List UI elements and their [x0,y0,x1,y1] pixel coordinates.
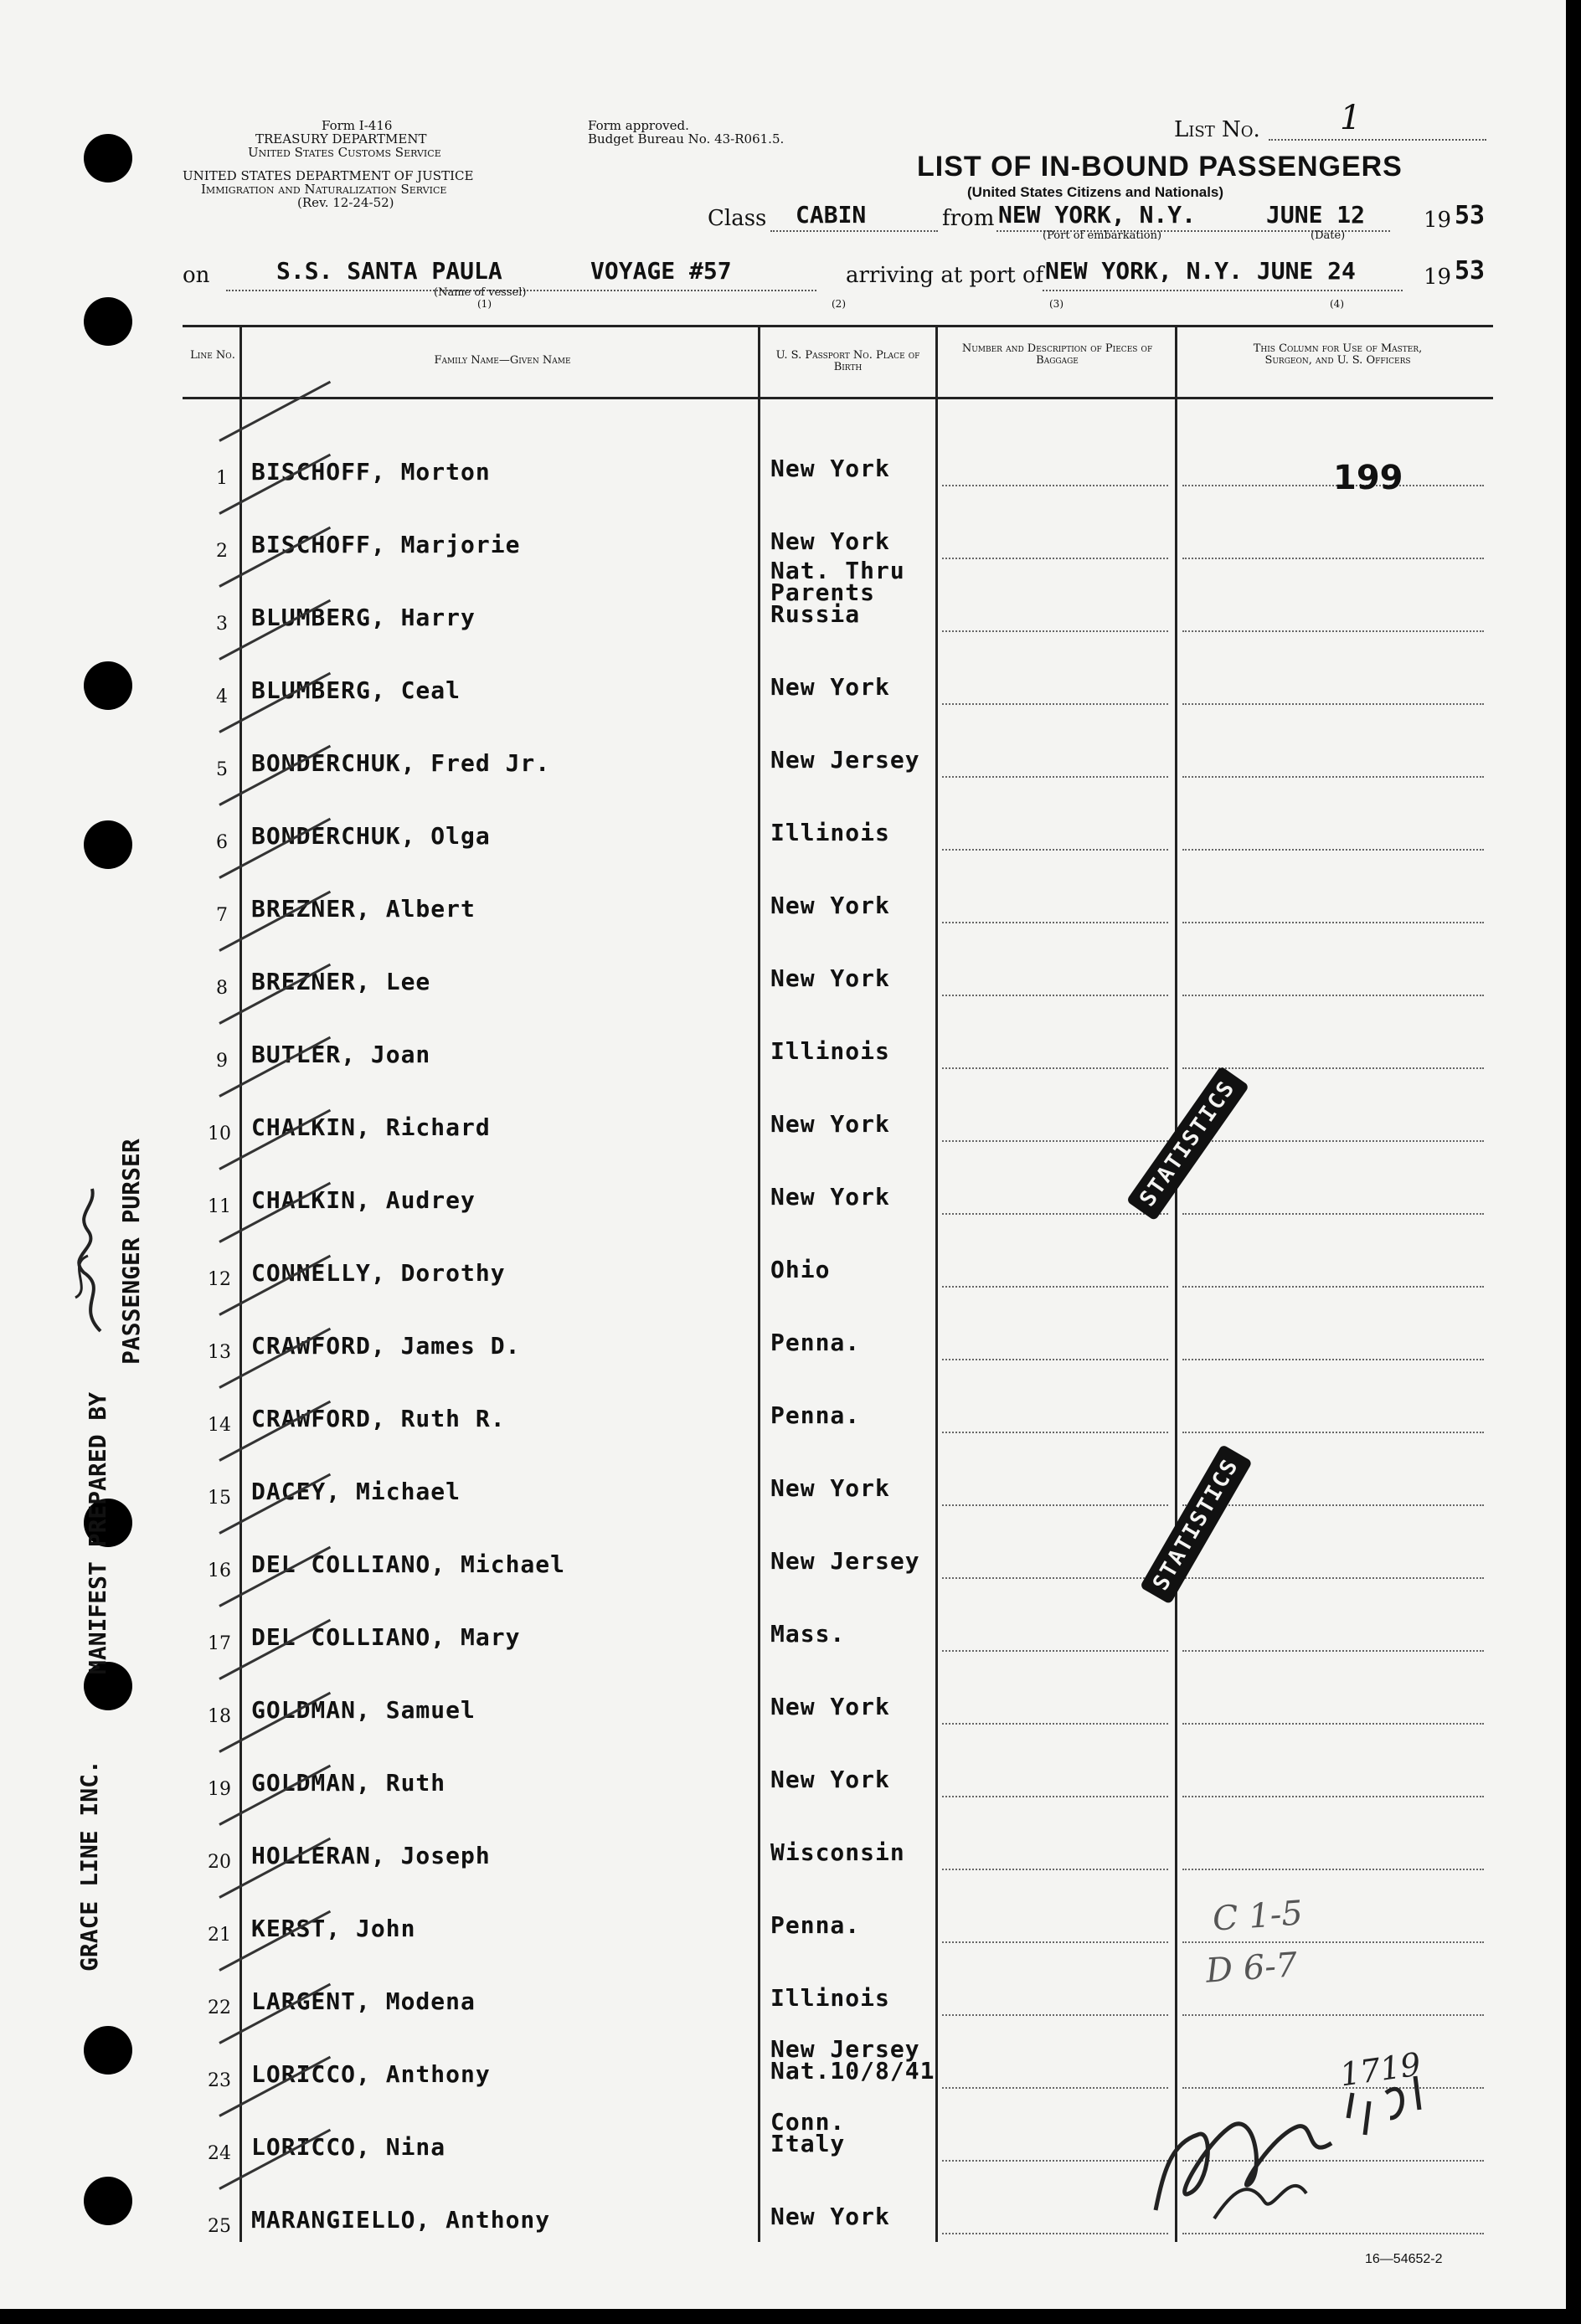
baggage-dotted-line [942,1723,1168,1725]
form-number: Form I-416 [322,118,393,133]
col-caption-4: (4) [1330,298,1344,310]
passenger-name: DEL COLLIANO, Mary [251,1623,521,1651]
place-of-birth: New York [770,527,890,555]
class-label: Class [708,206,767,231]
page-title: LIST OF IN-BOUND PASSENGERS [917,151,1403,183]
passenger-name: BLUMBERG, Ceal [251,676,461,704]
from-label: from [942,206,995,231]
from-value: NEW YORK, N.Y. [998,201,1197,229]
baggage-dotted-line [942,995,1168,996]
passenger-name: LORICCO, Anthony [251,2060,491,2088]
punch-hole [84,2177,132,2225]
place-of-birth: New York [770,455,890,482]
punch-hole [84,134,132,183]
baggage-dotted-line [942,1941,1168,1943]
row-line-number: 3 [216,614,228,635]
passenger-name: CHALKIN, Audrey [251,1186,476,1214]
place-of-birth: New York [770,2203,890,2230]
list-no-label: List No. [1174,117,1260,142]
baggage-dotted-line [942,922,1168,923]
voyage-number: VOYAGE #57 [590,257,732,285]
treasury-label: TREASURY DEPARTMENT [255,131,427,147]
place-of-birth: New York [770,673,890,701]
officer-dotted-line [1182,1213,1484,1215]
officer-dotted-line [1182,1432,1484,1433]
place-of-birth: New York [770,1110,890,1138]
col-header-passport: U. S. Passport No. Place of Birth [775,349,920,373]
officer-dotted-line [1182,1067,1484,1069]
place-of-birth: New York [770,1183,890,1211]
officer-dotted-line [1182,2014,1484,2016]
baggage-dotted-line [942,1286,1168,1288]
row-line-number: 12 [208,1269,231,1290]
place-of-birth: Penna. [770,1401,861,1429]
officer-dotted-line [1182,1796,1484,1797]
officer-dotted-line [1182,849,1484,851]
row-line-number: 22 [208,1998,231,2018]
officer-dotted-line [1182,630,1484,632]
ins-label: Immigration and Naturalization Service [201,182,447,197]
place-of-birth: Penna. [770,1329,861,1356]
baggage-dotted-line [942,703,1168,705]
officer-dotted-line [1182,995,1484,996]
baggage-dotted-line [942,1359,1168,1360]
baggage-dotted-line [942,1650,1168,1652]
row-line-number: 17 [208,1633,231,1654]
arrival-year-prefix: 19 [1424,265,1452,290]
budget-bureau: Budget Bureau No. 43-R061.5. [588,131,785,147]
baggage-dotted-line [942,1213,1168,1215]
passenger-name: DEL COLLIANO, Michael [251,1550,566,1578]
row1-officer-note: 199 [1333,459,1403,497]
passenger-name: KERST, John [251,1915,416,1942]
table-top-rule [183,325,1493,327]
row-line-number: 9 [216,1051,228,1072]
customs-label: United States Customs Service [248,145,441,160]
place-of-birth: Illinois [770,1037,890,1065]
row-line-number: 5 [216,759,228,780]
col-divider [239,325,242,2242]
place-of-birth: Conn. Italy [770,2108,846,2157]
row-line-number: 1 [216,468,228,489]
arriving-label: arriving at port of [846,263,1044,288]
baggage-dotted-line [942,558,1168,559]
passenger-name: HOLLERAN, Joseph [251,1842,491,1869]
passenger-name: CHALKIN, Richard [251,1113,491,1141]
row-line-number: 10 [208,1123,231,1144]
row-line-number: 14 [208,1415,231,1436]
officer-dotted-line [1182,1286,1484,1288]
place-of-birth: New York [770,892,890,919]
passenger-name: CONNELLY, Dorothy [251,1259,506,1287]
col-header-officers: This Column for Use of Master, Surgeon, and U. S. Officers [1253,342,1423,367]
officer-dotted-line [1182,1359,1484,1360]
place-of-birth: Illinois [770,1984,890,2012]
passenger-name: MARANGIELLO, Anthony [251,2206,551,2234]
arrival-dots [1043,290,1403,291]
vessel-caption: (Name of vessel) [434,286,527,299]
pencil-note: D 6-7 [1204,1946,1299,1991]
revision-label: (Rev. 12-24-52) [297,195,394,210]
row-line-number: 23 [208,2070,231,2091]
form-approved: Form approved. [588,118,689,133]
list-no-dots [1269,139,1486,141]
place-of-birth: New Jersey [770,1547,920,1575]
col-divider [758,325,760,2242]
passenger-name: BONDERCHUK, Fred Jr. [251,749,551,777]
passenger-name: GOLDMAN, Samuel [251,1696,476,1724]
baggage-dotted-line [942,2160,1168,2162]
officer-dotted-line [1182,776,1484,778]
baggage-dotted-line [942,1869,1168,1870]
place-of-birth: Mass. [770,1620,846,1648]
from-date: JUNE 12 [1266,201,1366,229]
signature-number: 1719 [1337,2045,1424,2094]
row-line-number: 2 [216,541,228,562]
justice-label: UNITED STATES DEPARTMENT OF JUSTICE [183,168,474,183]
row-line-number: 20 [208,1852,231,1873]
place-of-birth: Nat. Thru Parents Russia [770,557,905,628]
company-name: GRACE LINE INC. [75,1760,103,1972]
row-line-number: 15 [208,1488,231,1509]
statistics-stamp: STATISTICS [1140,1444,1253,1604]
passenger-name: LORICCO, Nina [251,2133,446,2161]
col-divider [935,325,938,2242]
place-of-birth: New York [770,1766,890,1793]
col-divider [1175,325,1177,2242]
place-of-birth: New Jersey [770,746,920,774]
check-mark [219,381,331,442]
baggage-dotted-line [942,1067,1168,1069]
passenger-name: CRAWFORD, James D. [251,1332,521,1360]
row-line-number: 7 [216,905,228,926]
col-header-baggage: Number and Description of Pieces of Baggage [961,342,1153,367]
baggage-dotted-line [942,2233,1168,2234]
arrival-port: NEW YORK, N.Y. JUNE 24 [1045,257,1356,285]
baggage-dotted-line [942,849,1168,851]
list-no-value: 1 [1340,99,1362,137]
punch-hole [84,661,132,710]
baggage-dotted-line [942,630,1168,632]
punch-hole [84,2026,132,2075]
from-caption: (Port of embarkation) [1043,229,1162,242]
place-of-birth: New York [770,1474,890,1502]
row-line-number: 16 [208,1560,231,1581]
baggage-dotted-line [942,485,1168,486]
year-prefix: 19 [1424,208,1452,233]
officer-dotted-line [1182,1140,1484,1142]
passenger-name: BREZNER, Albert [251,895,476,923]
page-subtitle: (United States Citizens and Nationals) [967,184,1224,200]
class-dots [770,230,938,232]
baggage-dotted-line [942,776,1168,778]
statistics-stamp: STATISTICS [1126,1066,1249,1221]
place-of-birth: Illinois [770,819,890,846]
arrival-year: 53 [1455,256,1486,285]
passenger-name: BREZNER, Lee [251,968,431,995]
row-line-number: 6 [216,832,228,853]
col-header-family-name: Family Name—Given Name [434,354,571,367]
table-header-rule [183,397,1493,399]
officer-dotted-line [1182,1723,1484,1725]
row-line-number: 19 [208,1779,231,1800]
passenger-name: BISCHOFF, Morton [251,458,491,486]
pencil-note: C 1-5 [1211,1894,1305,1939]
row-line-number: 25 [208,2216,231,2237]
baggage-dotted-line [942,2014,1168,2016]
row-line-number: 8 [216,978,228,999]
col-header-line-no: Line No. [190,349,235,362]
date-caption: (Date) [1311,229,1346,242]
row-line-number: 24 [208,2143,231,2164]
baggage-dotted-line [942,1796,1168,1797]
officer-dotted-line [1182,558,1484,559]
place-of-birth: Wisconsin [770,1838,905,1866]
place-of-birth: Ohio [770,1256,831,1283]
form-footer-code: 16—54652-2 [1365,2252,1443,2266]
officer-dotted-line [1182,703,1484,705]
baggage-dotted-line [942,2087,1168,2089]
row-line-number: 21 [208,1925,231,1946]
vessel-name: S.S. SANTA PAULA [276,257,502,285]
col-caption-1: (1) [477,298,492,310]
on-label: on [183,263,210,288]
baggage-dotted-line [942,1140,1168,1142]
baggage-dotted-line [942,1504,1168,1506]
passenger-name: BONDERCHUK, Olga [251,822,491,850]
baggage-dotted-line [942,1432,1168,1433]
passenger-name: BLUMBERG, Harry [251,604,476,631]
col-caption-3: (3) [1049,298,1063,310]
punch-hole [84,297,132,346]
officer-dotted-line [1182,1577,1484,1579]
punch-hole [84,820,132,869]
place-of-birth: New York [770,1693,890,1720]
baggage-dotted-line [942,1577,1168,1579]
row-line-number: 18 [208,1706,231,1727]
place-of-birth: New Jersey Nat.10/8/41 [770,2035,935,2085]
place-of-birth: Penna. [770,1911,861,1939]
officer-dotted-line [1182,1869,1484,1870]
passenger-name: BISCHOFF, Marjorie [251,531,521,558]
officer-dotted-line [1182,922,1484,923]
passenger-name: CRAWFORD, Ruth R. [251,1405,506,1432]
passenger-name: LARGENT, Modena [251,1987,476,2015]
class-value: CABIN [796,201,867,229]
passenger-name: BUTLER, Joan [251,1041,431,1068]
year-value: 53 [1455,201,1486,230]
row-line-number: 11 [208,1196,231,1217]
manifest-prepared-by: MANIFEST PREPARED BY [84,1391,111,1674]
officer-dotted-line [1182,1650,1484,1652]
passenger-name: GOLDMAN, Ruth [251,1769,446,1797]
row-line-number: 13 [208,1342,231,1363]
passenger-name: DACEY, Michael [251,1478,461,1505]
passenger-purser: PASSENGER PURSER [117,1139,145,1365]
place-of-birth: New York [770,964,890,992]
officer-dotted-line [1182,1941,1484,1943]
row-line-number: 4 [216,686,228,707]
col-caption-2: (2) [832,298,846,310]
purser-signature [50,1172,117,1339]
